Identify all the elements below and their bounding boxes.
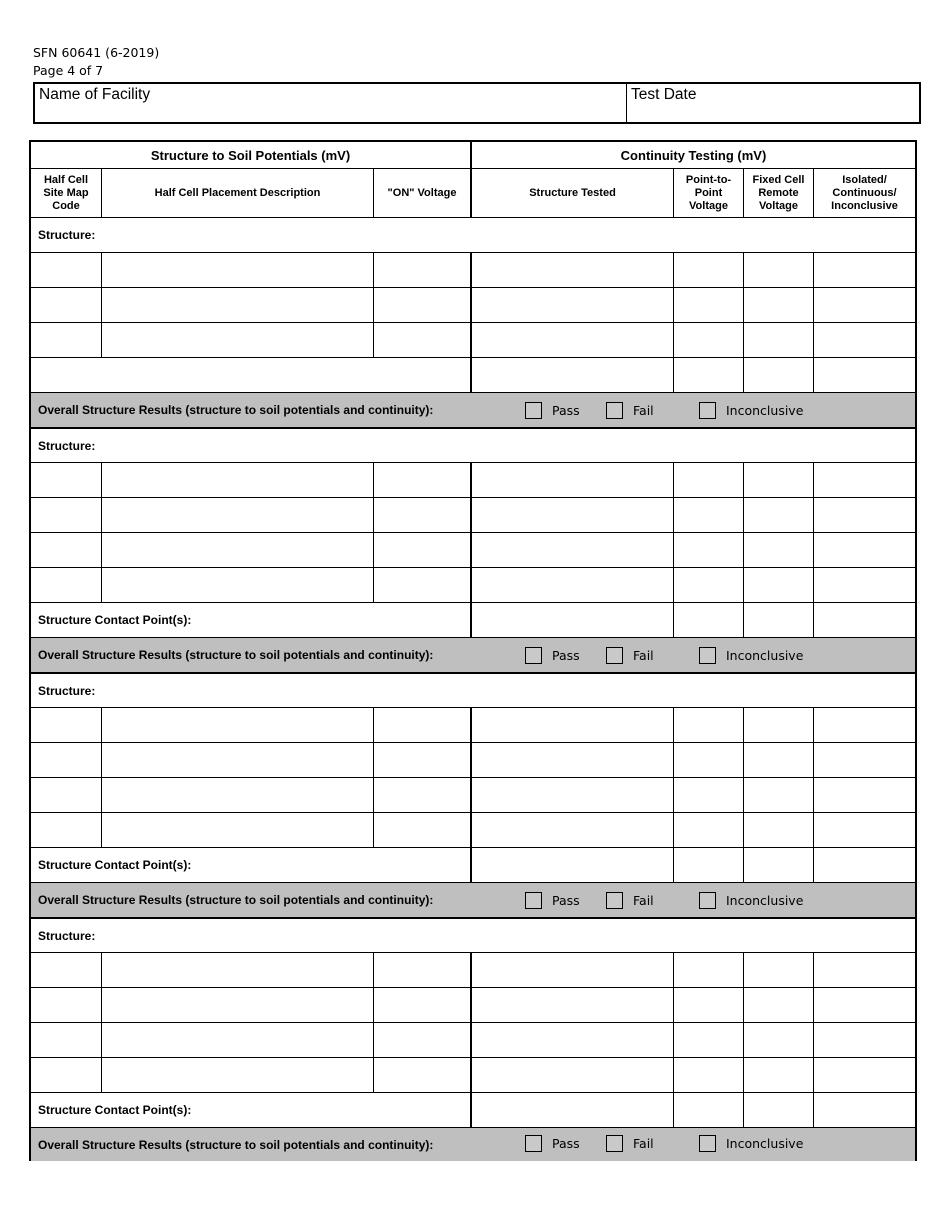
- table-row[interactable]: [31, 323, 915, 358]
- table-row[interactable]: [31, 253, 915, 288]
- col-divider: [743, 498, 744, 532]
- pass-checkbox[interactable]: [525, 1135, 542, 1152]
- pass-label: Pass: [552, 403, 580, 418]
- structure-label-row: [31, 919, 915, 953]
- col-divider: [470, 498, 472, 532]
- col-divider: [470, 1023, 472, 1057]
- fail-label: Fail: [633, 1136, 654, 1151]
- col-divider: [373, 1058, 374, 1092]
- facility-name-label: Name of Facility: [39, 86, 151, 103]
- col-divider: [743, 1093, 744, 1127]
- col-divider: [373, 813, 374, 847]
- col-divider: [101, 323, 102, 357]
- col-divider: [470, 463, 472, 497]
- col-divider: [470, 533, 472, 567]
- col-divider: [743, 708, 744, 742]
- col-divider: [373, 708, 374, 742]
- col-divider: [470, 358, 472, 392]
- structure-label-row: [31, 218, 915, 253]
- inconclusive-checkbox[interactable]: [699, 892, 716, 909]
- col-divider: [743, 288, 744, 322]
- col-divider: [673, 848, 674, 882]
- col-structure-tested: Structure Tested: [529, 186, 616, 199]
- col-divider: [673, 1058, 674, 1092]
- results-table: [29, 140, 917, 1161]
- contact-point-label: Structure Contact Point(s):: [38, 858, 192, 872]
- overall-results-row: [31, 638, 915, 674]
- table-row[interactable]: [31, 1023, 915, 1058]
- overall-results-label: Overall Structure Results (structure to soil potentials and continuity):: [38, 403, 434, 417]
- col-divider: [373, 988, 374, 1022]
- pass-checkbox[interactable]: [525, 402, 542, 419]
- col-divider: [101, 953, 102, 987]
- contact-point-row[interactable]: [31, 848, 915, 883]
- structure-label: Structure:: [38, 228, 96, 242]
- table-row[interactable]: [31, 1058, 915, 1093]
- facility-box: [33, 82, 921, 124]
- col-divider: [373, 533, 374, 567]
- col-divider: [673, 463, 674, 497]
- table-title-row: [31, 142, 915, 169]
- fail-checkbox[interactable]: [606, 1135, 623, 1152]
- col-divider: [813, 708, 814, 742]
- pass-checkbox[interactable]: [525, 892, 542, 909]
- col-divider: [470, 778, 472, 812]
- col-divider: [470, 603, 472, 637]
- col-divider: [813, 603, 814, 637]
- structure-label-row: [31, 429, 915, 463]
- col-divider: [743, 603, 744, 637]
- col-divider: [743, 323, 744, 357]
- inconclusive-label: Inconclusive: [726, 403, 804, 418]
- inconclusive-label: Inconclusive: [726, 648, 804, 663]
- col-divider: [743, 813, 744, 847]
- col-divider: [101, 813, 102, 847]
- col-divider: [743, 743, 744, 777]
- fail-label: Fail: [633, 403, 654, 418]
- col-divider: [470, 1093, 472, 1127]
- fail-checkbox[interactable]: [606, 402, 623, 419]
- overall-results-row: [31, 393, 915, 429]
- col-divider: [101, 253, 102, 287]
- col-divider: [813, 848, 814, 882]
- table-row[interactable]: [31, 813, 915, 848]
- col-divider: [470, 988, 472, 1022]
- fail-label: Fail: [633, 648, 654, 663]
- col-divider: [813, 778, 814, 812]
- table-row[interactable]: [31, 778, 915, 813]
- structure-label: Structure:: [38, 928, 96, 943]
- col-divider: [813, 988, 814, 1022]
- col-divider: [373, 498, 374, 532]
- pass-checkbox[interactable]: [525, 647, 542, 664]
- col-divider: [470, 1058, 472, 1092]
- col-divider: [101, 708, 102, 742]
- col-divider: [673, 533, 674, 567]
- col-divider: [470, 568, 472, 602]
- col-divider: [743, 358, 744, 392]
- col-divider: [673, 988, 674, 1022]
- col-divider: [673, 498, 674, 532]
- col-isolated: Isolated/ Continuous/ Inconclusive: [831, 173, 898, 212]
- col-divider: [373, 463, 374, 497]
- col-fixed-cell: Fixed Cell Remote Voltage: [752, 173, 805, 212]
- fail-label: Fail: [633, 893, 654, 908]
- col-divider: [101, 568, 102, 602]
- col-divider: [813, 463, 814, 497]
- col-divider: [743, 253, 744, 287]
- col-divider: [673, 1023, 674, 1057]
- col-divider: [101, 988, 102, 1022]
- col-divider: [673, 323, 674, 357]
- table-row[interactable]: [31, 568, 915, 603]
- table-row[interactable]: [31, 743, 915, 778]
- col-divider: [813, 288, 814, 322]
- right-section-title: Continuity Testing (mV): [620, 147, 767, 163]
- page-number: Page 4 of 7: [33, 63, 104, 78]
- col-divider: [373, 743, 374, 777]
- col-divider: [813, 323, 814, 357]
- col-divider: [673, 1093, 674, 1127]
- col-divider: [673, 708, 674, 742]
- pass-label: Pass: [552, 648, 580, 663]
- col-divider: [813, 813, 814, 847]
- col-divider: [813, 498, 814, 532]
- col-divider: [373, 778, 374, 812]
- col-divider: [101, 463, 102, 497]
- col-point-to-point: Point-to-Point Voltage: [685, 173, 732, 212]
- inconclusive-checkbox[interactable]: [699, 402, 716, 419]
- fail-checkbox[interactable]: [606, 892, 623, 909]
- table-row[interactable]: [31, 708, 915, 743]
- col-divider: [101, 288, 102, 322]
- col-divider: [743, 1058, 744, 1092]
- col-divider: [673, 288, 674, 322]
- col-divider: [470, 323, 472, 357]
- col-divider: [673, 953, 674, 987]
- col-divider: [373, 288, 374, 322]
- col-divider: [373, 1023, 374, 1057]
- col-divider: [813, 253, 814, 287]
- col-divider: [743, 778, 744, 812]
- col-divider: [470, 743, 472, 777]
- inconclusive-checkbox[interactable]: [699, 647, 716, 664]
- col-divider: [470, 813, 472, 847]
- table-row[interactable]: [31, 988, 915, 1023]
- col-divider: [813, 953, 814, 987]
- overall-results-label: Overall Structure Results (structure to soil potentials and continuity):: [38, 893, 434, 907]
- col-divider: [673, 743, 674, 777]
- col-divider: [743, 463, 744, 497]
- table-row[interactable]: [31, 533, 915, 568]
- left-section-title: Structure to Soil Potentials (mV): [150, 147, 351, 163]
- col-divider: [470, 953, 472, 987]
- col-divider: [470, 253, 472, 287]
- col-site-code: Half Cell Site Map Code: [43, 173, 89, 212]
- col-divider: [373, 568, 374, 602]
- col-divider: [743, 1023, 744, 1057]
- col-divider: [813, 358, 814, 392]
- col-divider: [673, 778, 674, 812]
- col-divider: [743, 848, 744, 882]
- form-number: SFN 60641 (6-2019): [33, 45, 160, 60]
- contact-point-label: Structure Contact Point(s):: [38, 1103, 192, 1117]
- contact-point-row[interactable]: [31, 1093, 915, 1128]
- col-divider: [673, 253, 674, 287]
- col-divider: [743, 988, 744, 1022]
- table-row[interactable]: [31, 463, 915, 498]
- col-on-voltage: "ON" Voltage: [387, 186, 457, 199]
- col-divider: [470, 288, 472, 322]
- col-divider: [743, 568, 744, 602]
- col-divider: [101, 1023, 102, 1057]
- col-divider: [813, 1058, 814, 1092]
- col-divider: [813, 743, 814, 777]
- col-divider: [373, 253, 374, 287]
- overall-results-label: Overall Structure Results (structure to soil potentials and continuity):: [38, 1137, 434, 1152]
- pass-label: Pass: [552, 893, 580, 908]
- contact-point-label: Structure Contact Point(s):: [38, 613, 192, 627]
- col-divider: [101, 778, 102, 812]
- col-divider: [101, 498, 102, 532]
- column-header-row: [31, 169, 915, 218]
- test-date-field[interactable]: [627, 84, 919, 122]
- table-row[interactable]: [31, 953, 915, 988]
- structure-label: Structure:: [38, 683, 96, 698]
- col-divider: [373, 323, 374, 357]
- col-divider: [813, 568, 814, 602]
- overall-results-label: Overall Structure Results (structure to soil potentials and continuity):: [38, 648, 434, 662]
- inconclusive-label: Inconclusive: [726, 893, 804, 908]
- col-divider: [373, 953, 374, 987]
- test-date-label: Test Date: [631, 86, 697, 103]
- facility-name-field[interactable]: [35, 84, 626, 122]
- col-divider: [813, 1093, 814, 1127]
- col-divider: [813, 1023, 814, 1057]
- structure-label: Structure:: [38, 438, 96, 453]
- col-divider: [470, 708, 472, 742]
- structure-label-row: [31, 674, 915, 708]
- table-row[interactable]: [31, 288, 915, 323]
- table-row[interactable]: [31, 498, 915, 533]
- col-divider: [101, 1058, 102, 1092]
- overall-results-row: [31, 1128, 915, 1161]
- table-row[interactable]: [31, 358, 915, 393]
- overall-results-row: [31, 883, 915, 919]
- pass-label: Pass: [552, 1136, 580, 1151]
- col-divider: [673, 813, 674, 847]
- col-divider: [101, 743, 102, 777]
- col-divider: [673, 568, 674, 602]
- fail-checkbox[interactable]: [606, 647, 623, 664]
- col-divider: [470, 848, 472, 882]
- col-divider: [743, 953, 744, 987]
- col-divider: [813, 533, 814, 567]
- col-divider: [673, 358, 674, 392]
- col-divider: [101, 533, 102, 567]
- col-placement: Half Cell Placement Description: [154, 186, 321, 199]
- inconclusive-label: Inconclusive: [726, 1136, 804, 1151]
- contact-point-row[interactable]: [31, 603, 915, 638]
- inconclusive-checkbox[interactable]: [699, 1135, 716, 1152]
- col-divider: [673, 603, 674, 637]
- col-divider: [743, 533, 744, 567]
